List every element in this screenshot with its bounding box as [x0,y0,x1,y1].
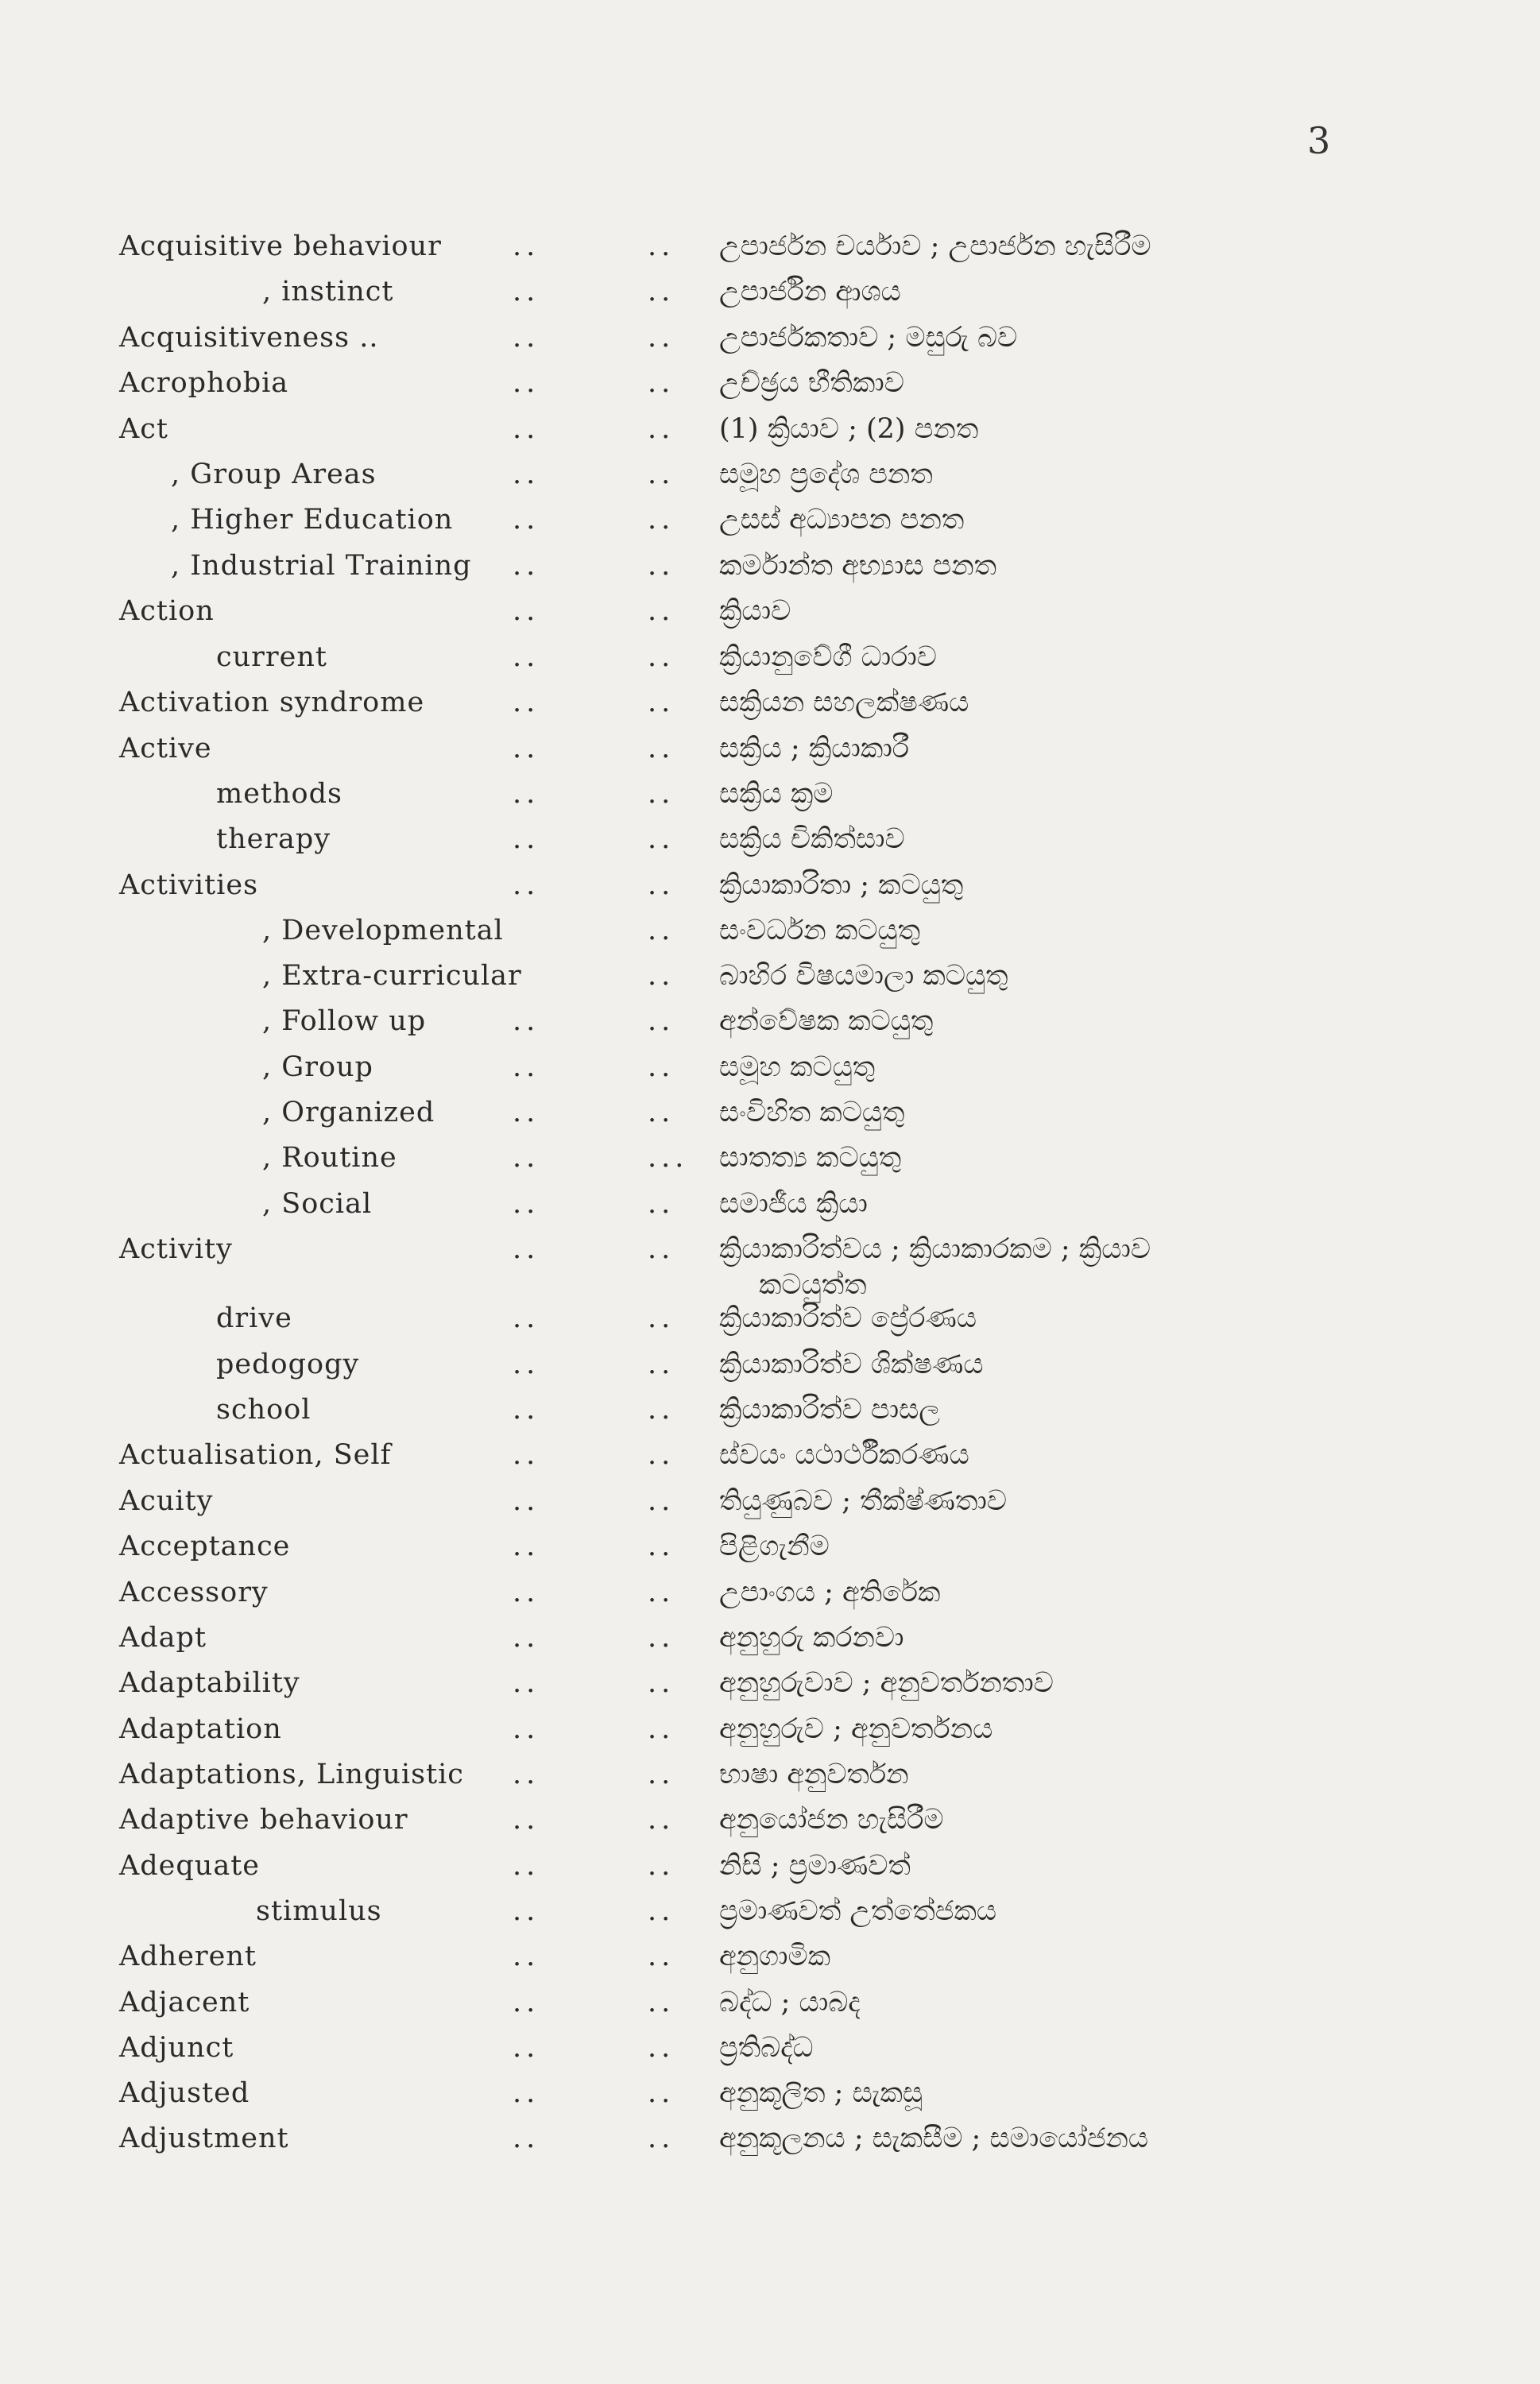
glossary-entry [0,1000,1540,1043]
entry-term: Active [119,733,212,764]
entry-term: Adapt [119,1622,207,1654]
glossary-entry [0,408,1540,451]
leader-dots: .. [513,2123,540,2154]
glossary-entry [0,270,1540,313]
entry-gloss: ක්‍රියාකාරිත්වය ; ක්‍රියාකාරකම ; ක්‍රියාව [719,1233,1151,1265]
leader-dots: .. [648,322,675,354]
entry-term: Acquisitiveness .. [119,322,379,354]
entry-gloss-continuation: කටයුත්ත [759,1269,867,1301]
leader-dots: .. [648,1850,675,1882]
leader-dots: .. [513,1622,540,1654]
entry-gloss: සක්‍රියන සහලක්ෂණය [719,687,969,718]
entry-gloss: සක්‍රිය ; ක්‍රියාකාරී [719,733,909,764]
entry-term: current [216,641,327,673]
glossary-entry [0,362,1540,404]
entry-term: Adjustment [119,2123,289,2154]
glossary-entry [0,544,1540,587]
leader-dots: .. [648,1302,675,1334]
leader-dots: .. [513,2077,540,2109]
entry-gloss: ස්වයං යථාර්ථීකරණය [719,1439,969,1471]
entry-term: Activation syndrome [119,687,425,718]
leader-dots: ... [648,1142,689,1174]
entry-term: , Extra-curricular [262,960,522,992]
entry-term: Adaptability [119,1667,300,1699]
leader-dots: .. [648,504,675,536]
leader-dots: .. [513,687,540,718]
glossary-entry [0,1935,1540,1978]
glossary-entry [0,1844,1540,1887]
page-number: 3 [1307,119,1331,162]
leader-dots: .. [648,733,675,764]
entry-term: , Social [262,1188,373,1220]
entry-gloss: සංවිහිත කටයුතු [719,1097,905,1128]
glossary-entry [0,1571,1540,1614]
glossary-entry [0,1297,1540,1340]
leader-dots: .. [513,1759,540,1790]
glossary-entry [0,590,1540,633]
leader-dots: .. [513,1394,540,1426]
glossary-entry [0,1136,1540,1179]
leader-dots: .. [513,1142,540,1174]
glossary-entry [0,681,1540,724]
glossary-entry [0,1434,1540,1476]
leader-dots: .. [513,778,540,810]
entry-gloss: අනුකූලිත ; සැකසූ [719,2077,923,2109]
leader-dots: .. [648,1439,675,1471]
glossary-entry [0,954,1540,997]
entry-gloss: ක්‍රියාව [719,595,791,627]
entry-gloss: අනුයෝජන හැසිරීම [719,1804,944,1836]
leader-dots: .. [648,367,675,399]
entry-gloss: ක්‍රියාකාරිත්ව පාසල [719,1394,940,1426]
entry-gloss: අනුහුරුව ; අනුවර්තනය [719,1713,993,1745]
entry-term: Acceptance [119,1531,291,1562]
leader-dots: .. [648,1485,675,1517]
leader-dots: .. [513,1439,540,1471]
leader-dots: .. [513,1485,540,1517]
entry-term: methods [216,778,342,810]
entry-gloss: සමූහ කටයුතු [719,1051,876,1083]
entry-term: , Follow up [262,1005,427,1037]
entry-gloss: අනුහුරුවාව ; අනුවර්තනතාව [719,1667,1054,1699]
entry-gloss: කර්මාන්ත අභ්‍යාස පනත [719,550,997,582]
leader-dots: .. [648,778,675,810]
leader-dots: .. [513,1005,540,1037]
glossary-entry [0,453,1540,496]
entry-gloss: අන්වේෂක කටයුතු [719,1005,934,1037]
leader-dots: .. [513,1188,540,1220]
leader-dots: .. [648,413,675,445]
entry-term: Adaptive behaviour [119,1804,408,1836]
leader-dots: .. [648,1667,675,1699]
glossary-entry [0,2072,1540,2115]
leader-dots: .. [648,2032,675,2064]
entry-term: Acrophobia [119,367,289,399]
leader-dots: .. [513,1850,540,1882]
entry-term: Action [119,595,215,627]
glossary-entry [0,772,1540,815]
leader-dots: .. [648,1895,675,1927]
entry-gloss: උපාංගය ; අතිරේක [719,1577,941,1608]
entry-term: , Group [262,1051,373,1083]
glossary-entry [0,1091,1540,1134]
entry-term: Activity [119,1233,233,1265]
entry-term: drive [216,1302,292,1334]
entry-gloss: සක්‍රිය චිකිත්සාව [719,823,905,855]
entry-term: Acuity [119,1485,214,1517]
entry-term: Adjusted [119,2077,250,2109]
entry-term: , Organized [262,1097,435,1128]
leader-dots: .. [648,1941,675,1972]
entry-gloss: ක්‍රියාකාරිත්ව ශික්ෂණය [719,1349,984,1380]
leader-dots: .. [648,1005,675,1037]
leader-dots: .. [513,1051,540,1083]
glossary-entry [0,1708,1540,1751]
leader-dots: .. [513,595,540,627]
glossary-entry [0,1890,1540,1933]
entry-term: Actualisation, Self [119,1439,392,1471]
glossary-entry [0,2117,1540,2160]
entry-term: therapy [216,823,331,855]
entry-gloss: ප්‍රතිබද්ධ [719,2032,814,2064]
glossary-entry [0,1616,1540,1659]
glossary-entry [0,225,1540,268]
glossary-entry [0,1046,1540,1089]
entry-gloss: ප්‍රමාණවත් උත්තේජකය [719,1895,997,1927]
glossary-entry [0,818,1540,861]
leader-dots: .. [513,1097,540,1128]
leader-dots: .. [513,459,540,490]
entry-gloss: උපාර්ජන චර්යාව ; උපාර්ජන හැසිරීම [719,230,1151,262]
glossary-entry [0,636,1540,679]
entry-gloss: පිළිගැනීම [719,1531,830,1562]
entry-gloss: නිසි ; ප්‍රමාණවත් [719,1850,911,1882]
leader-dots: .. [648,869,675,901]
leader-dots: .. [648,1051,675,1083]
leader-dots: .. [648,2123,675,2154]
entry-term: Adherent [119,1941,257,1972]
glossary-entry [0,316,1540,359]
leader-dots: .. [648,1394,675,1426]
leader-dots: .. [513,823,540,855]
entry-gloss: ක්‍රියානුවේගී ධාරාව [719,641,937,673]
leader-dots: .. [513,1804,540,1836]
leader-dots: .. [648,550,675,582]
leader-dots: .. [513,504,540,536]
leader-dots: .. [513,550,540,582]
entry-gloss: සක්‍රිය ක්‍රම [719,778,834,810]
leader-dots: .. [513,367,540,399]
leader-dots: .. [513,869,540,901]
entry-term: Accessory [119,1577,269,1608]
leader-dots: .. [513,1577,540,1608]
entry-gloss: අනුහුරු කරනවා [719,1622,904,1654]
entry-term: Act [119,413,168,445]
glossary-entry [0,727,1540,770]
leader-dots: .. [648,1577,675,1608]
entry-gloss: සමූහ ප්‍රදේශ පනත [719,459,933,490]
glossary-entry [0,909,1540,952]
entry-gloss: බාහිර විෂයමාලා කටයුතු [719,960,1008,992]
entry-term: , Routine [262,1142,397,1174]
entry-term: Adequate [119,1850,260,1882]
leader-dots: .. [648,276,675,308]
entry-gloss: (1) ක්‍රියාව ; (2) පනත [719,413,979,445]
leader-dots: .. [648,1987,675,2018]
entry-gloss: උපාර්ජකතාව ; මසුරු බව [719,322,1018,354]
glossary-entry [0,1343,1540,1386]
leader-dots: .. [513,641,540,673]
glossary-entry [0,1480,1540,1523]
leader-dots: .. [648,1188,675,1220]
leader-dots: .. [648,1804,675,1836]
glossary-entry [0,498,1540,541]
glossary-entry [0,1798,1540,1841]
glossary-entry [0,1981,1540,2024]
glossary-entry [0,1753,1540,1796]
leader-dots: .. [648,1713,675,1745]
entry-term: , instinct [262,276,394,308]
entry-gloss: අනුගාමික [719,1941,831,1972]
entry-gloss: ක්‍රියාකාරිත්ව ප්‍රේරණය [719,1302,977,1334]
leader-dots: .. [513,1302,540,1334]
entry-gloss: උපාර්ජින ආශය [719,276,901,308]
leader-dots: .. [513,2032,540,2064]
leader-dots: .. [513,276,540,308]
leader-dots: .. [513,1531,540,1562]
entry-term: school [216,1394,311,1426]
entry-term: , Developmental [262,915,504,946]
glossary-entry [0,2026,1540,2069]
leader-dots: .. [648,595,675,627]
leader-dots: .. [648,641,675,673]
entry-term: Activities [119,869,259,901]
entry-gloss: සංවර්ධන කටයුතු [719,915,921,946]
leader-dots: .. [648,1759,675,1790]
leader-dots: .. [513,1349,540,1380]
leader-dots: .. [513,1895,540,1927]
leader-dots: .. [648,687,675,718]
entry-term: pedogogy [216,1349,360,1380]
entry-gloss: භාෂා අනුවර්තන [719,1759,909,1790]
leader-dots: .. [648,915,675,946]
entry-term: stimulus [256,1895,382,1927]
leader-dots: .. [648,1531,675,1562]
leader-dots: .. [513,1987,540,2018]
leader-dots: .. [513,413,540,445]
glossary-entry [0,1662,1540,1705]
leader-dots: .. [513,1713,540,1745]
leader-dots: .. [513,1667,540,1699]
leader-dots: .. [648,960,675,992]
entry-gloss: තියුණුබව ; තීක්ෂ්ණතාව [719,1485,1008,1517]
glossary-entry [0,1388,1540,1431]
entry-term: , Group Areas [171,459,377,490]
leader-dots: .. [648,459,675,490]
leader-dots: .. [648,1349,675,1380]
leader-dots: .. [648,823,675,855]
leader-dots: .. [513,230,540,262]
leader-dots: .. [648,1233,675,1265]
leader-dots: .. [513,1941,540,1972]
leader-dots: .. [648,1622,675,1654]
glossary-entry [0,1182,1540,1225]
entry-gloss: ක්‍රියාකාරිතා ; කටයුතු [719,869,964,901]
entry-term: Adaptations, Linguistic [119,1759,464,1790]
entry-gloss: උසස් අධ්‍යාපන පනත [719,504,965,536]
leader-dots: .. [648,2077,675,2109]
leader-dots: .. [513,1233,540,1265]
entry-term: , Industrial Training [171,550,472,582]
entry-term: Adjunct [119,2032,234,2064]
leader-dots: .. [648,230,675,262]
leader-dots: .. [648,1097,675,1128]
entry-term: Acquisitive behaviour [119,230,442,262]
glossary-entry [0,1525,1540,1568]
entry-gloss: අනුකූලනය ; සැකසීම ; සමායෝජනය [719,2123,1149,2154]
entry-gloss: සාතත්‍ය කටයුතු [719,1142,902,1174]
entry-gloss: උච්ඡ්‍රය භීතිකාව [719,367,904,399]
entry-term: Adjacent [119,1987,250,2018]
entry-term: , Higher Education [171,504,454,536]
glossary-entry [0,864,1540,907]
entry-gloss: බද්ධ ; යාබද [719,1987,861,2018]
entry-term: Adaptation [119,1713,282,1745]
leader-dots: .. [513,733,540,764]
entry-gloss: සමාජීය ක්‍රියා [719,1188,868,1220]
leader-dots: .. [513,322,540,354]
